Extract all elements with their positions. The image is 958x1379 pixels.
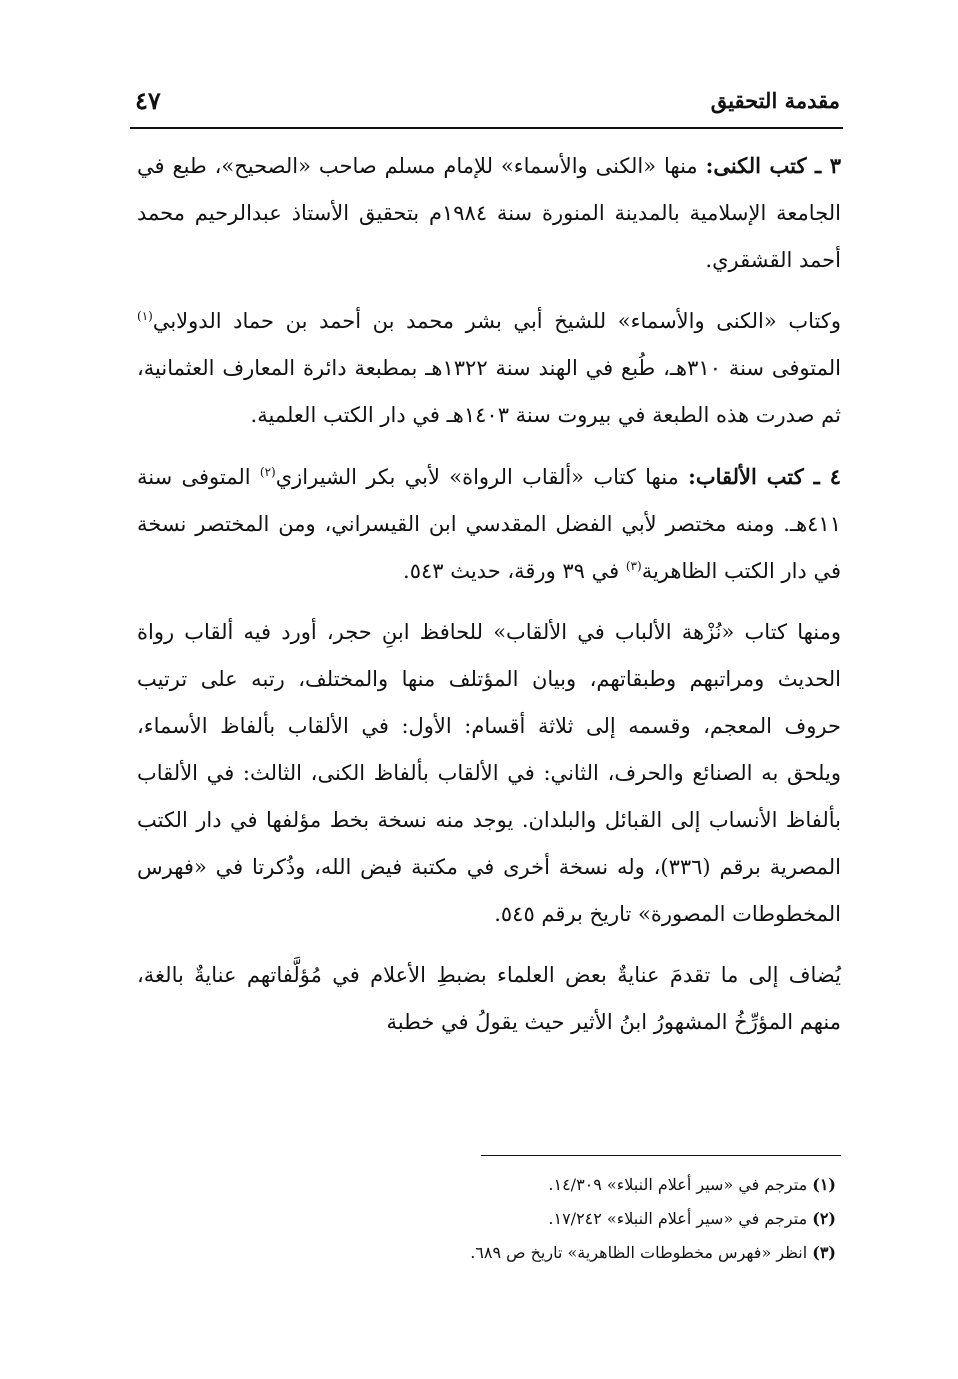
footnote-text: انظر «فهرس مخطوطات الظاهرية» تاريخ ص ٦٨٩. [470,1243,813,1262]
paragraph-text: منها كتاب «ألقاب الرواة» لأبي بكر الشيرازي [275,465,689,489]
body-text [137,142,841,1046]
footnote-text: مترجم في «سير أعلام النبلاء» ١٧/٢٤٢. [548,1209,813,1228]
footnote-number: (٢) [812,1209,836,1228]
footnote-divider [481,1155,841,1156]
footnotes [300,1168,836,1270]
page-number: ٤٧ [135,86,161,115]
paragraph-text: يُضاف إلى ما تقدمَ عنايةٌ بعض العلماء بضبطِ الأعلام في مُؤلَّفاتهم عنايةٌ بالغة، منهم المؤرِّخُ المشهورُ ابنُ الأثير حيث يقولُ في خطبة [137,963,841,1034]
paragraph-text: وكتاب «الكنى والأسماء» للشيخ أبي بشر محمد بن أحمد بن حماد الدولابي [152,309,841,333]
paragraph-ibn-al-athir [137,952,841,1046]
paragraph-text: منها «الكنى والأسماء» للإمام مسلم صاحب «الصحيح»، طبع في الجامعة الإسلامية بالمدينة المنورة سنة ١٩٨٤م بتحقيق الأستاذ عبدالرحيم محمد أحمد القشقري. [137,154,841,272]
footnote-item [300,1168,836,1202]
footnote-item [300,1202,836,1236]
running-title: مقدمة التحقيق [710,88,840,113]
footnote-reference: (٢) [259,465,276,479]
paragraph-text: المتوفى سنة ٣١٠هـ، طُبع في الهند سنة ١٣٢٢هـ بمطبعة دائرة المعارف العثمانية، ثم صدرت هذه الطبعة في بيروت سنة ١٤٠٣هـ في دار الكتب العلمية. [137,356,841,427]
paragraph-text: في ٣٩ ورقة، حديث ٥٤٣. [403,559,626,583]
paragraph-dulabi [137,298,841,439]
header-divider [130,127,843,129]
paragraph-alqab-books [137,453,841,595]
running-header [135,82,840,124]
paragraph-text: المتوفى سنة ٤١١هـ. ومنه مختصر لأبي الفضل المقدسي ابن القيسراني، ومن المختصر نسخة في دار الكتب الظاهرية [137,465,841,583]
footnote-number: (١) [812,1175,836,1194]
section-heading-kuna: ٣ ـ كتب الكنى: [705,153,842,178]
paragraph-text: ومنها كتاب «نُزْهة الألباب في الألقاب» للحافظ ابنِ حجر، أورد فيه ألقاب رواة الحديث ومراتبهم وطبقاتهم، وبيان المؤتلف منها والمختلف، رتبه على ترتيب حروف المعجم، وقسمه إلى ثلاثة أقسام: الأول: في الألقاب بألفاظ الأسماء، ويلحق به الصنائع والحرف، الثاني: في الألقاب بألفاظ الكنى، الثالث: في الألقاب بألفاظ الأنساب إلى القبائل والبلدان. يوجد منه نسخة بخط مؤلفها في دار الكتب المصرية برقم (٣٣٦)، وله نسخة أخرى في مكتبة فيض الله، وذُكرتا في «فهرس المخطوطات المصورة» تاريخ برقم ٥٤٥. [137,620,841,926]
paragraph-nuzhat-al-albab [137,609,841,938]
footnote-number: (٣) [812,1243,836,1262]
footnote-text: مترجم في «سير أعلام النبلاء» ١٤/٣٠٩. [548,1175,813,1194]
footnote-item [300,1236,836,1270]
paragraph-kuna-books [137,142,841,284]
footnote-reference: (١) [137,309,153,323]
section-heading-alqab: ٤ ـ كتب الألقاب: [688,464,841,489]
footnote-reference: (٣) [625,559,642,573]
